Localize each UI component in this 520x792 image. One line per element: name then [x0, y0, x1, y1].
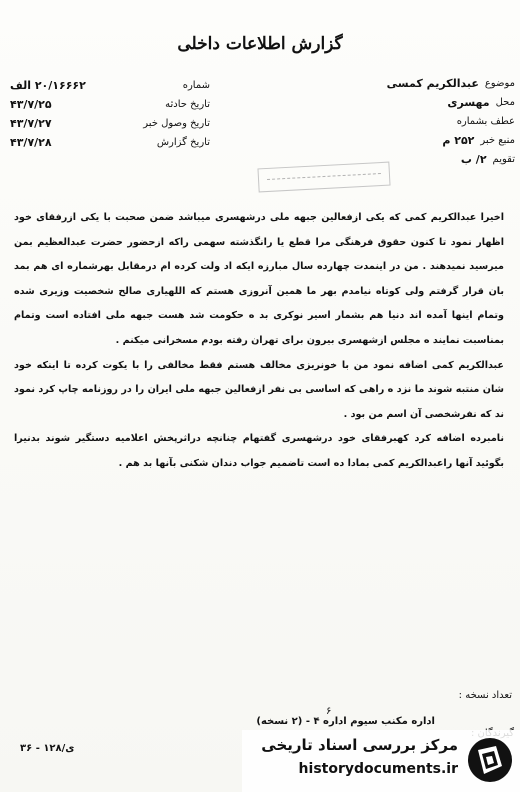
meta-received-date-value: ۴۳/۷/۲۷	[10, 117, 52, 130]
distribution-line: اداره مکنب سیوم اداره ۴ - (۲ نسخه)	[256, 716, 435, 727]
meta-location-label: محل	[495, 97, 515, 108]
meta-number-row	[10, 76, 210, 95]
meta-subject-label: موضوع	[484, 78, 515, 89]
archive-watermark	[242, 730, 520, 792]
copy-count-label: تعداد نسخه :	[458, 690, 512, 701]
meta-number-value: ۲۰/۱۶۶۶۲ الف	[10, 79, 86, 92]
meta-incident-date-label: تاریخ حادثه	[165, 99, 210, 110]
meta-reference-label: عطف بشماره	[456, 116, 515, 127]
meta-subject-value: عبدالکریم کمسی	[386, 77, 479, 90]
report-body	[14, 206, 504, 477]
meta-number-label: شماره	[182, 80, 210, 91]
meta-received-date-label: تاریخ وصول خبر	[143, 118, 210, 129]
meta-reference-row	[270, 112, 515, 131]
document-code: ۳۶ - ۱۲۸/ی	[20, 743, 75, 754]
report-title: گزارش اطلاعات داخلی	[177, 34, 343, 54]
body-paragraph-1: اخیرا عبدالکریم کمی که یکی ازفعالین جبهه ملی درشهسری میباشد ضمن صحبت با یکی ازرفقای خود اظهار نمود تا کنون حقوق فرهنگی مرا قطع یا رانگذشته سهمی راکه ازحضور حضرت عبدالعظیم بمن میرسید نمیدهند . من در اینمدت چهارده سال مبارزه ایکه اد ولت کرده ام درمقابل بهرشماره ای هم بمد بان قرار گرفتم ولی کوتاه نیامدم بهر ما همین آنروزی هستم که اللهیاری صالح شخصیت وزیری شده وتمام اینها آمده اند دنیا هم بشمار اسیر نوکری بد ه حکومت شد هست جبهه ملی افتاده است وتمام بمناسبت نمایند ه مجلس ازشهسری بیرون برای تهران رفته بودم مسخرانی میکنم .	[14, 212, 504, 346]
meta-source-label: منبع خبر	[480, 135, 515, 146]
meta-report-date-label: تاریخ گزارش	[156, 137, 210, 148]
meta-rating-value: ۲/ ب	[460, 153, 487, 166]
meta-right-block	[270, 74, 515, 169]
archive-logo-icon	[466, 736, 514, 784]
meta-subject-row	[270, 74, 515, 93]
meta-source-value: ۲۵۲ م	[442, 134, 475, 147]
meta-source-row	[270, 131, 515, 150]
stamp-line	[267, 173, 381, 180]
body-paragraph-2: عبدالکریم کمی اضافه نمود من با خونریزی مخالف هستم فقط مخالفی را با یکوت کرده تا اینکه خود شان منتبه شوند ما نزد ه راهی که اساسی بی نفر ازفعالین جبهه ملی ایران را در روزنامه چاپ کرد نمود ند که نفرشخصی آن اسم من بود .	[14, 359, 504, 420]
body-paragraph-3: نامبرده اضافه کرد کهبرفقای خود درشهسری گفتهام چنانچه دراثرپخش اعلامیه دستگیر شوند بدنیرا بگوئید آنها راعبدالکریم کمی بمادا ده است تاضمیم جواب دندان شکنی بآنها بد هم .	[14, 433, 504, 469]
meta-left-block	[10, 76, 210, 152]
meta-location-row	[270, 93, 515, 112]
archive-url: historydocuments.ir	[298, 761, 458, 777]
copy-count-value: ۶	[326, 706, 332, 717]
meta-received-date-row	[10, 114, 210, 133]
archive-name: مرکز بررسی اسناد تاریخی	[261, 736, 458, 754]
meta-incident-date-value: ۴۳/۷/۲۵	[10, 98, 52, 111]
meta-location-value: مهسری	[447, 96, 490, 109]
meta-report-date-value: ۴۳/۷/۲۸	[10, 136, 52, 149]
meta-incident-date-row	[10, 95, 210, 114]
meta-report-date-row	[10, 133, 210, 152]
meta-rating-label: تقویم	[492, 154, 515, 165]
